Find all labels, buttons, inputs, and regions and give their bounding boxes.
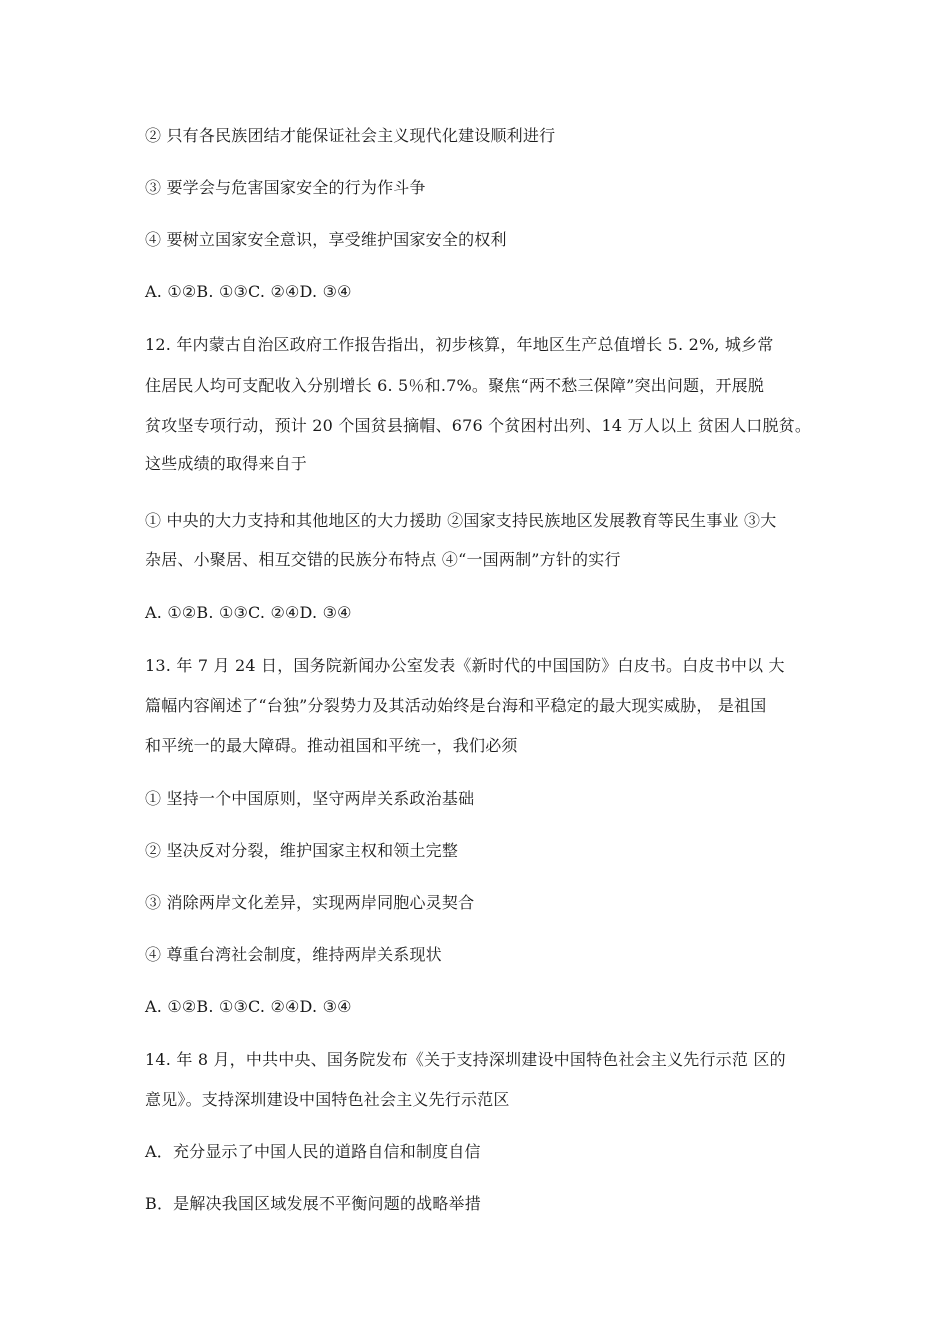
answer-option-b: B．是解决我国区域发展不平衡问题的战略举措 [145, 1194, 481, 1213]
option-line: ② 坚决反对分裂，维护国家主权和领土完整 [145, 841, 459, 860]
question-13-text: 13. 年 7 月 24 日，国务院新闻办公室发表《新时代的中国国防》白皮书。白皮书中以 大 [145, 656, 785, 675]
answer-choices: A. ①②B. ①③C. ②④D. ③④ [145, 282, 352, 301]
answer-choices: A. ①②B. ①③C. ②④D. ③④ [145, 997, 352, 1016]
question-12-text: 住居民人均可支配收入分别增长 6. 5％和.7%。聚焦“两不愁三保障”突出问题，开展脱 [145, 376, 765, 395]
question-13-text: 和平统一的最大障碍。推动祖国和平统一，我们必须 [145, 736, 518, 755]
question-12-text: 这些成绩的取得来自于 [145, 454, 308, 473]
option-line: ③ 要学会与危害国家安全的行为作斗争 [145, 178, 426, 197]
question-12-options: 杂居、小聚居、相互交错的民族分布特点 ④“一国两制”方针的实行 [145, 550, 621, 569]
answer-choices: A. ①②B. ①③C. ②④D. ③④ [145, 603, 352, 622]
option-line: ③ 消除两岸文化差异，实现两岸同胞心灵契合 [145, 893, 475, 912]
question-12-text: 贫攻坚专项行动，预计 20 个国贫县摘帽、676 个贫困村出列、14 万人以上 贫困人口脱贫。 [145, 416, 812, 435]
question-14-text: 14. 年 8 月，中共中央、国务院发布《关于支持深圳建设中国特色社会主义先行示范 区的 [145, 1050, 786, 1069]
option-line: ① 坚持一个中国原则，坚守两岸关系政治基础 [145, 789, 475, 808]
question-12-text: 12. 年内蒙古自治区政府工作报告指出，初步核算，年地区生产总值增长 5. 2%, 城乡常 [145, 335, 774, 354]
question-12-options: ① 中央的大力支持和其他地区的大力援助 ②国家支持民族地区发展教育等民生事业 ③大 [145, 511, 777, 530]
answer-option-a: A．充分显示了中国人民的道路自信和制度自信 [145, 1142, 481, 1161]
option-line: ④ 要树立国家安全意识，享受维护国家安全的权利 [145, 230, 507, 249]
question-14-text: 意见》。支持深圳建设中国特色社会主义先行示范区 [145, 1090, 510, 1109]
option-line: ② 只有各民族团结才能保证社会主义现代化建设顺利进行 [145, 126, 556, 145]
option-line: ④ 尊重台湾社会制度，维持两岸关系现状 [145, 945, 442, 964]
question-13-text: 篇幅内容阐述了“台独”分裂势力及其活动始终是台海和平稳定的最大现实威胁， 是祖国 [145, 696, 767, 715]
